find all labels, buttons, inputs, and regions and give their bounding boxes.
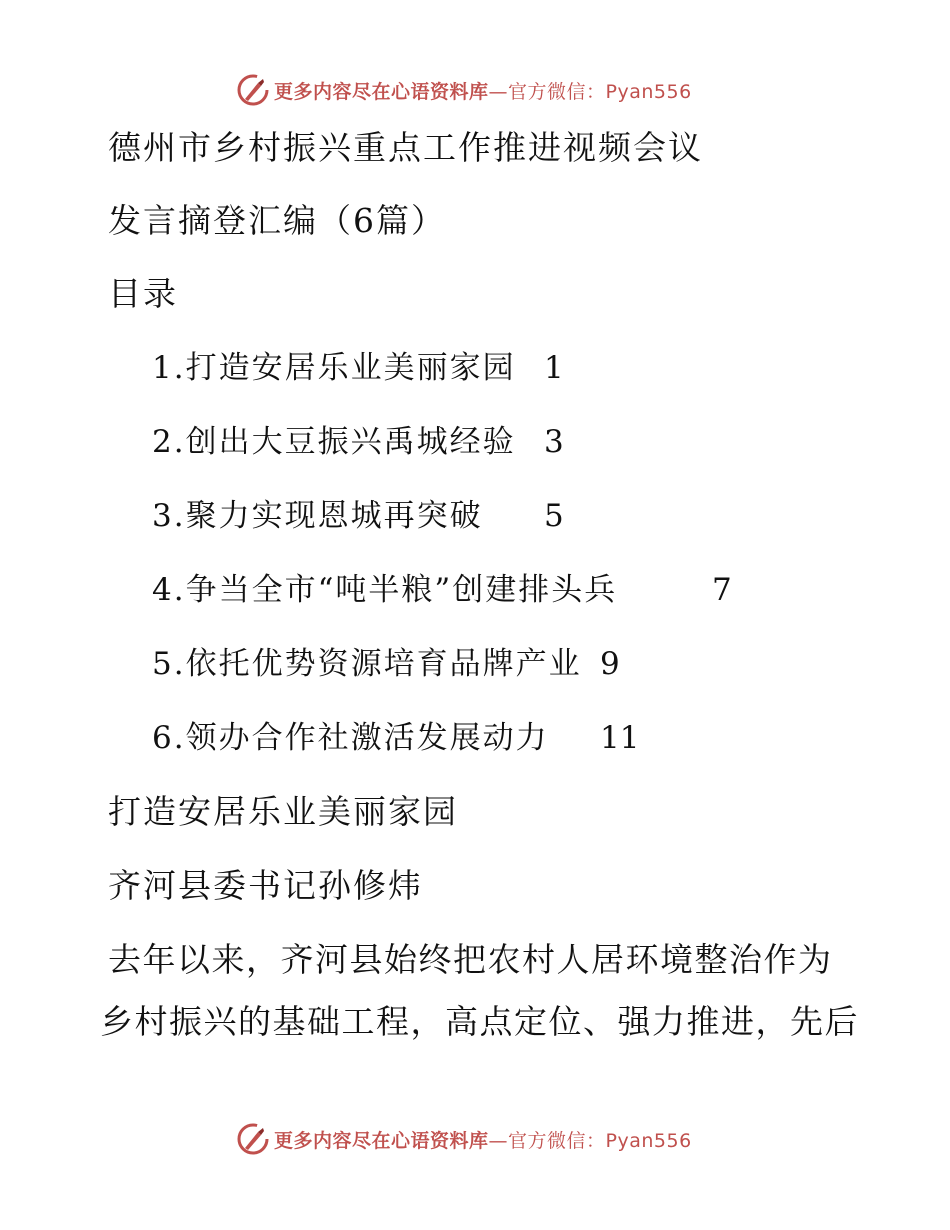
toc-item-title: 创出大豆振兴禹城经验 — [185, 424, 516, 460]
watermark-contact-id: Pyan556 — [605, 1129, 692, 1152]
toc-item-title: 争当全市“吨半粮”创建排头兵 — [185, 572, 618, 608]
toc-item-page: 5 — [544, 498, 564, 534]
toc-item-page: 9 — [600, 646, 620, 682]
doc-title-line2: 发言摘登汇编（6篇） — [108, 201, 446, 240]
watermark-brand: 更多内容尽在心语资料库 — [274, 1129, 489, 1152]
toc-item-number: 2. — [152, 424, 186, 460]
toc-item — [152, 494, 483, 538]
watermark-dash: — — [488, 1129, 509, 1152]
toc-item — [152, 642, 582, 686]
watermark-contact-label: 官方微信： — [508, 1129, 606, 1152]
toc-item-number: 3. — [152, 498, 186, 534]
quill-logo-icon — [236, 73, 270, 107]
toc-item-number: 1. — [152, 350, 186, 386]
toc-item-number: 5. — [152, 646, 186, 682]
watermark-text — [274, 1126, 692, 1153]
toc-item — [152, 716, 549, 760]
toc-heading: 目录 — [108, 274, 178, 313]
toc-item-page: 7 — [712, 572, 732, 608]
toc-item-page: 1 — [544, 350, 564, 386]
toc-item-number: 6. — [152, 720, 186, 756]
toc-item-page: 3 — [544, 424, 564, 460]
doc-title-line1: 德州市乡村振兴重点工作推进视频会议 — [108, 128, 703, 167]
toc-item — [152, 346, 516, 390]
toc-item-title: 领办合作社激活发展动力 — [185, 720, 549, 756]
toc-item-page: 11 — [600, 720, 640, 756]
article-body-line: 乡村振兴的基础工程，高点定位、强力推进，先后 — [100, 1002, 859, 1041]
watermark-brand: 更多内容尽在心语资料库 — [274, 80, 489, 103]
toc-item-title: 依托优势资源培育品牌产业 — [185, 646, 582, 682]
footer-watermark — [236, 1121, 692, 1157]
quill-logo-icon — [236, 1122, 270, 1156]
watermark-dash: — — [488, 80, 509, 103]
article-title: 打造安居乐业美丽家园 — [108, 792, 458, 831]
article-body-line: 去年以来，齐河县始终把农村人居环境整治作为 — [108, 940, 833, 979]
watermark-text — [274, 77, 692, 104]
toc-item — [152, 420, 516, 464]
watermark-contact-id: Pyan556 — [605, 80, 692, 103]
toc-item-title: 打造安居乐业美丽家园 — [185, 350, 516, 386]
toc-item-title: 聚力实现恩城再突破 — [185, 498, 483, 534]
toc-item — [152, 568, 617, 612]
watermark-contact-label: 官方微信： — [508, 80, 606, 103]
article-author: 齐河县委书记孙修炜 — [108, 866, 423, 905]
header-watermark — [236, 72, 692, 108]
toc-item-number: 4. — [152, 572, 186, 608]
